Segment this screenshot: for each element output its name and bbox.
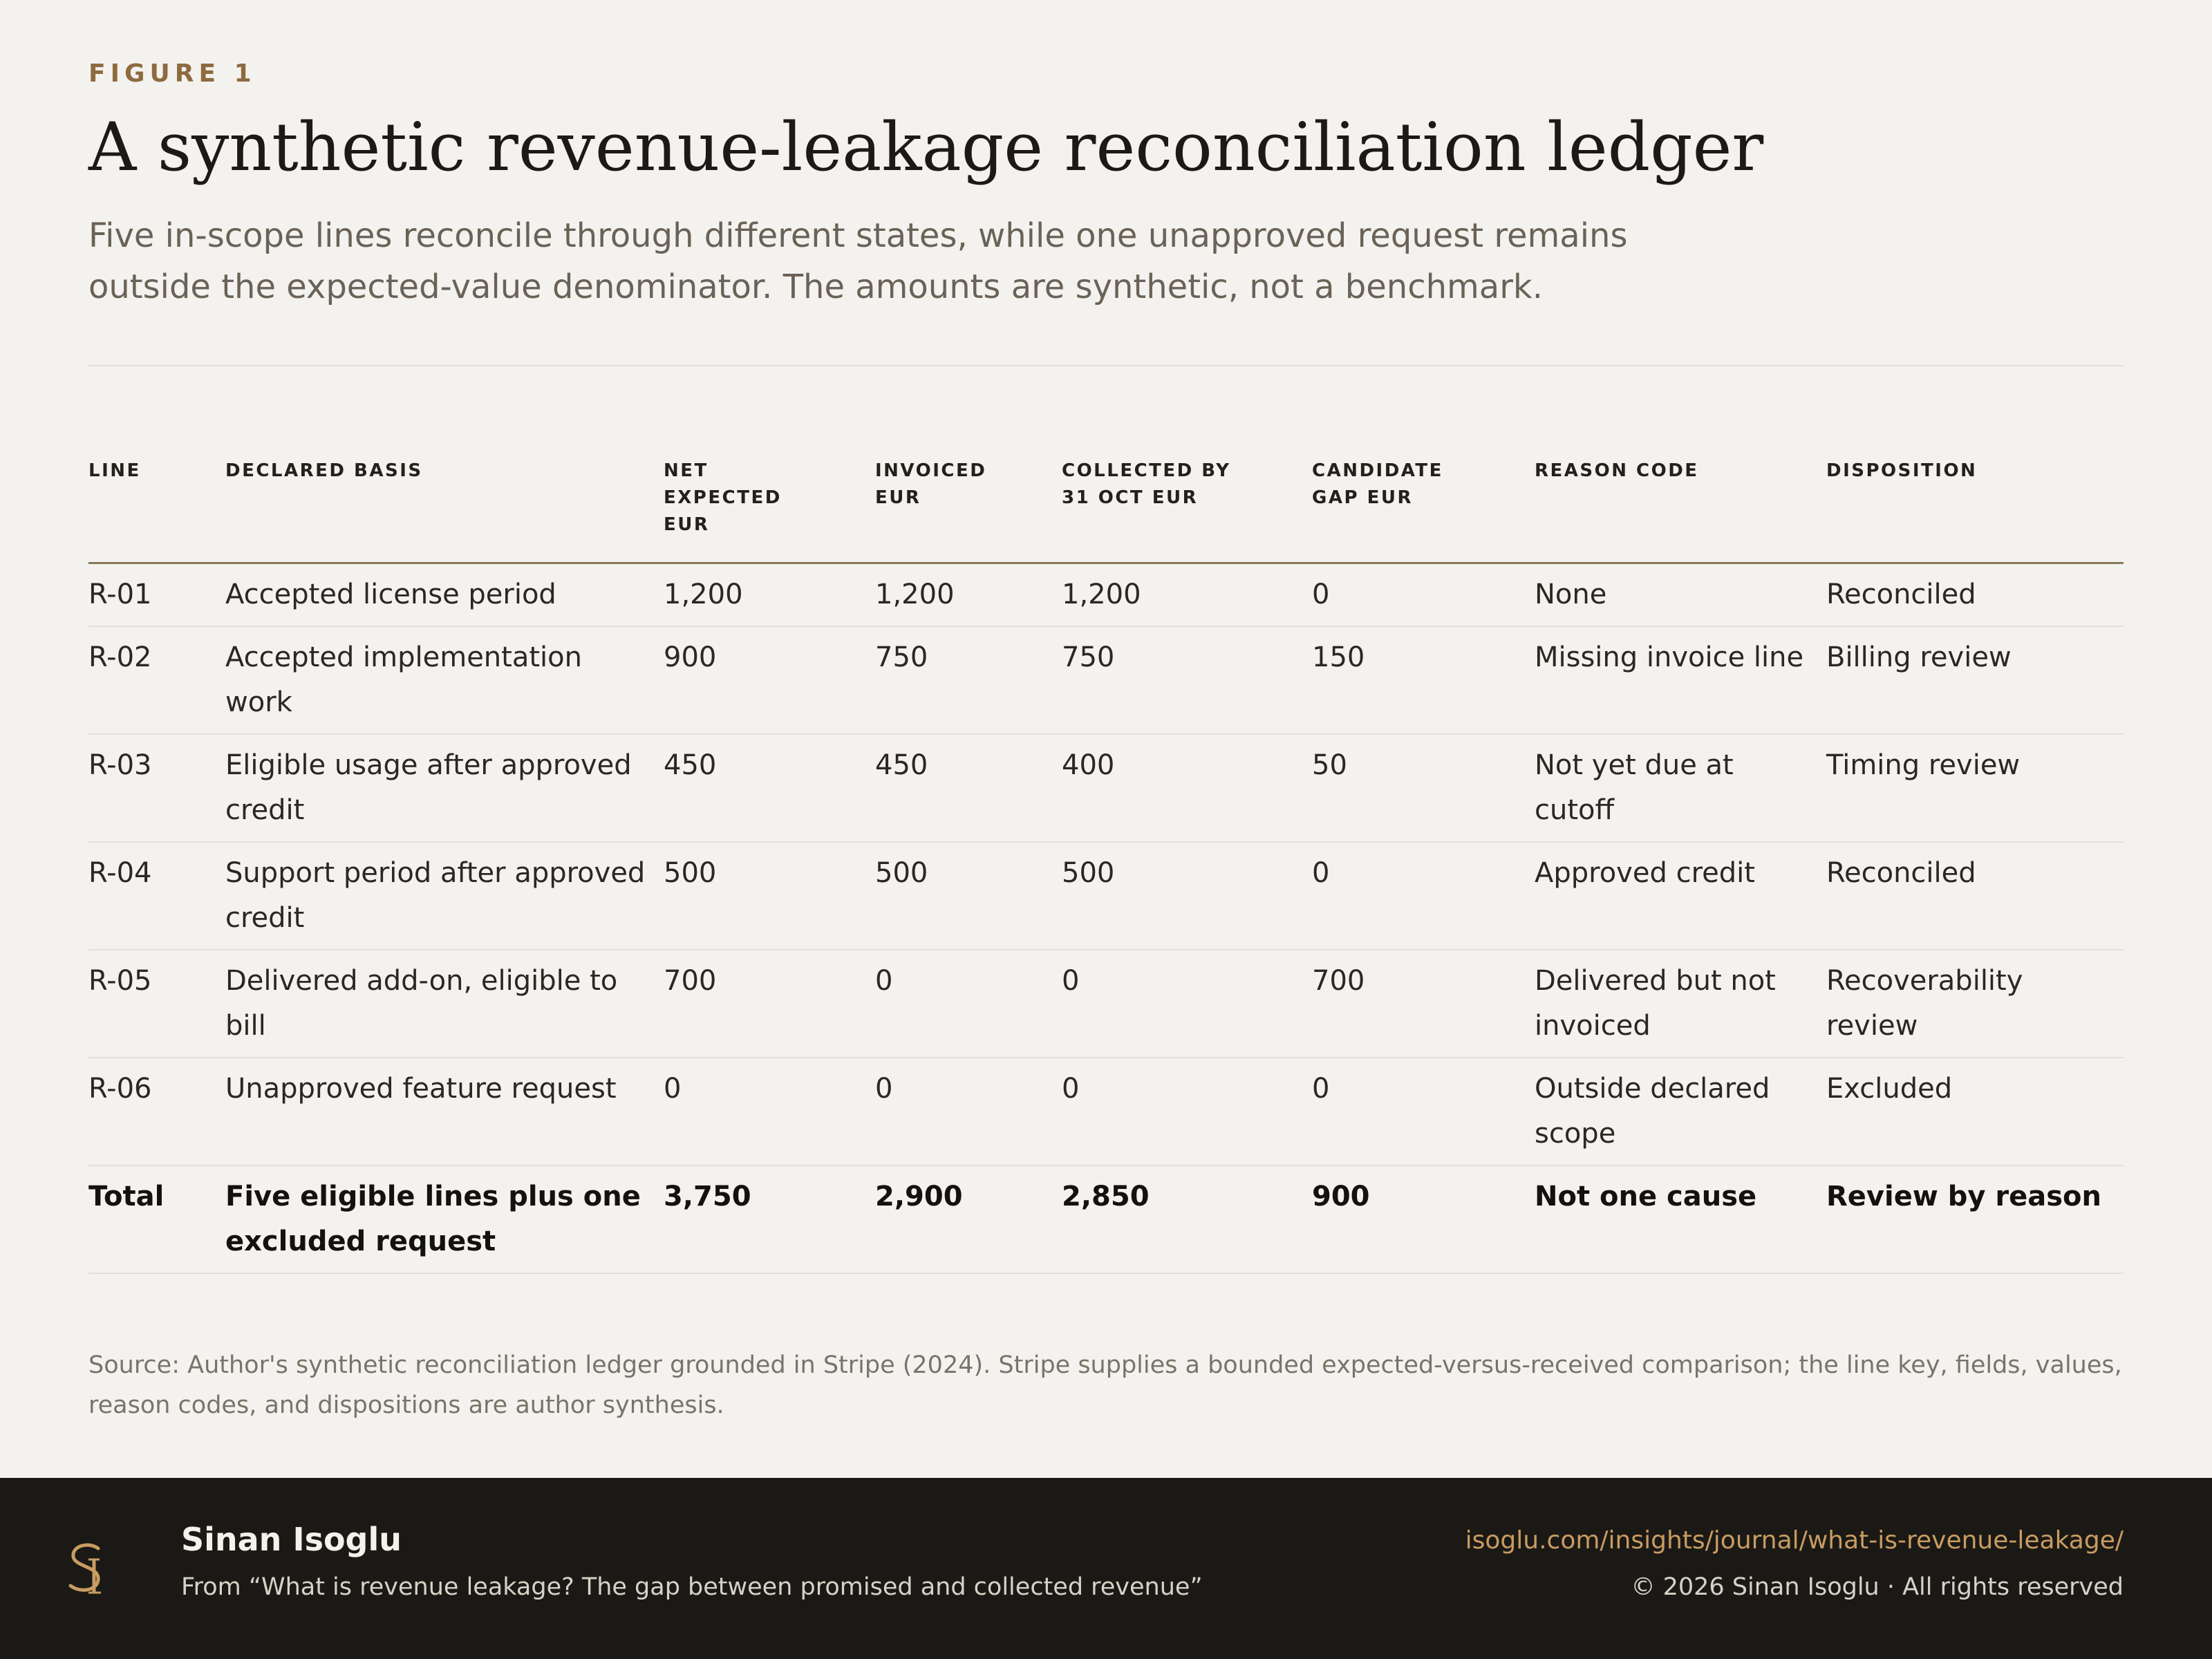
cell-declared-basis: Accepted license period	[225, 563, 664, 627]
cell-disposition: Excluded	[1826, 1058, 2124, 1165]
cell-reason-code: Approved credit	[1535, 842, 1826, 950]
cell-net-expected: 700	[664, 950, 875, 1058]
total-invoiced: 2,900	[875, 1165, 1062, 1273]
cell-net-expected: 450	[664, 734, 875, 842]
column-header-declared-basis: DECLARED BASIS	[225, 458, 664, 563]
table-row	[88, 563, 2124, 627]
total-collected: 2,850	[1062, 1165, 1312, 1273]
column-header-reason-code: REASON CODE	[1535, 458, 1826, 563]
cell-collected: 0	[1062, 950, 1312, 1058]
cell-disposition: Recoverability review	[1826, 950, 2124, 1058]
cell-declared-basis: Eligible usage after approved credit	[225, 734, 664, 842]
cell-candidate-gap: 0	[1312, 563, 1535, 627]
cell-declared-basis: Unapproved feature request	[225, 1058, 664, 1165]
cell-declared-basis: Support period after approved credit	[225, 842, 664, 950]
cell-declared-basis: Delivered add-on, eligible to bill	[225, 950, 664, 1058]
total-disposition: Review by reason	[1826, 1165, 2124, 1273]
cell-line: R-06	[88, 1058, 225, 1165]
total-candidate-gap: 900	[1312, 1165, 1535, 1273]
cell-candidate-gap: 50	[1312, 734, 1535, 842]
figure-title: A synthetic revenue-leakage reconciliation ledger	[88, 109, 1764, 186]
footer	[0, 1478, 2212, 1659]
cell-disposition: Reconciled	[1826, 842, 2124, 950]
cell-net-expected: 500	[664, 842, 875, 950]
total-declared-basis: Five eligible lines plus one excluded request	[225, 1165, 664, 1273]
cell-net-expected: 0	[664, 1058, 875, 1165]
cell-line: R-05	[88, 950, 225, 1058]
column-header-net-expected: NET EXPECTED EUR	[664, 458, 875, 563]
cell-invoiced: 0	[875, 950, 1062, 1058]
cell-invoiced: 500	[875, 842, 1062, 950]
column-header-line: LINE	[88, 458, 225, 563]
cell-collected: 750	[1062, 626, 1312, 734]
total-net-expected: 3,750	[664, 1165, 875, 1273]
figure-subtitle: Five in-scope lines reconcile through different states, while one unapproved request remains outside the expected-value denominator. The amounts are synthetic, not a benchmark.	[88, 216, 1628, 306]
column-header-disposition: DISPOSITION	[1826, 458, 2124, 563]
total-reason-code: Not one cause	[1535, 1165, 1826, 1273]
table-row	[88, 950, 2124, 1058]
cell-reason-code: Delivered but not invoiced	[1535, 950, 1826, 1058]
cell-collected: 1,200	[1062, 563, 1312, 627]
cell-disposition: Timing review	[1826, 734, 2124, 842]
cell-invoiced: 1,200	[875, 563, 1062, 627]
source-note: Source: Author's synthetic reconciliation ledger grounded in Stripe (2024). Stripe supplies a bounded expected-versus-received comparison; the line key, fields, values, reason codes, and dispositions are author synthesis.	[88, 1351, 2122, 1419]
reconciliation-ledger-table	[88, 458, 2124, 1274]
figure-label: FIGURE 1	[88, 59, 256, 88]
cell-line: R-01	[88, 563, 225, 627]
cell-candidate-gap: 700	[1312, 950, 1535, 1058]
cell-collected: 500	[1062, 842, 1312, 950]
cell-collected: 0	[1062, 1058, 1312, 1165]
cell-reason-code: None	[1535, 563, 1826, 627]
cell-net-expected: 1,200	[664, 563, 875, 627]
column-header-candidate-gap: CANDIDATE GAP EUR	[1312, 458, 1535, 563]
cell-declared-basis: Accepted implementation work	[225, 626, 664, 734]
cell-candidate-gap: 0	[1312, 842, 1535, 950]
table-row	[88, 1058, 2124, 1165]
cell-invoiced: 0	[875, 1058, 1062, 1165]
cell-reason-code: Outside declared scope	[1535, 1058, 1826, 1165]
table-row	[88, 734, 2124, 842]
table-total-row	[88, 1165, 2124, 1273]
cell-reason-code: Missing invoice line	[1535, 626, 1826, 734]
column-header-collected: COLLECTED BY 31 OCT EUR	[1062, 458, 1312, 563]
cell-collected: 400	[1062, 734, 1312, 842]
cell-candidate-gap: 0	[1312, 1058, 1535, 1165]
cell-net-expected: 900	[664, 626, 875, 734]
footer-copyright: © 2026 Sinan Isoglu · All rights reserved	[1631, 1573, 2124, 1601]
total-label: Total	[88, 1165, 225, 1273]
cell-invoiced: 750	[875, 626, 1062, 734]
si-monogram-logo-icon	[62, 1539, 118, 1601]
cell-disposition: Reconciled	[1826, 563, 2124, 627]
footer-author: Sinan Isoglu	[181, 1521, 402, 1558]
table-header-row	[88, 458, 2124, 563]
header-divider	[88, 365, 2124, 366]
footer-article-link[interactable]: isoglu.com/insights/journal/what-is-revenue-leakage/	[1465, 1526, 2124, 1555]
column-header-invoiced: INVOICED EUR	[875, 458, 1062, 563]
footer-article-reference: From “What is revenue leakage? The gap between promised and collected revenue”	[181, 1573, 1203, 1601]
table-row	[88, 842, 2124, 950]
cell-line: R-03	[88, 734, 225, 842]
cell-candidate-gap: 150	[1312, 626, 1535, 734]
cell-reason-code: Not yet due at cutoff	[1535, 734, 1826, 842]
cell-disposition: Billing review	[1826, 626, 2124, 734]
table-row	[88, 626, 2124, 734]
cell-invoiced: 450	[875, 734, 1062, 842]
cell-line: R-02	[88, 626, 225, 734]
cell-line: R-04	[88, 842, 225, 950]
